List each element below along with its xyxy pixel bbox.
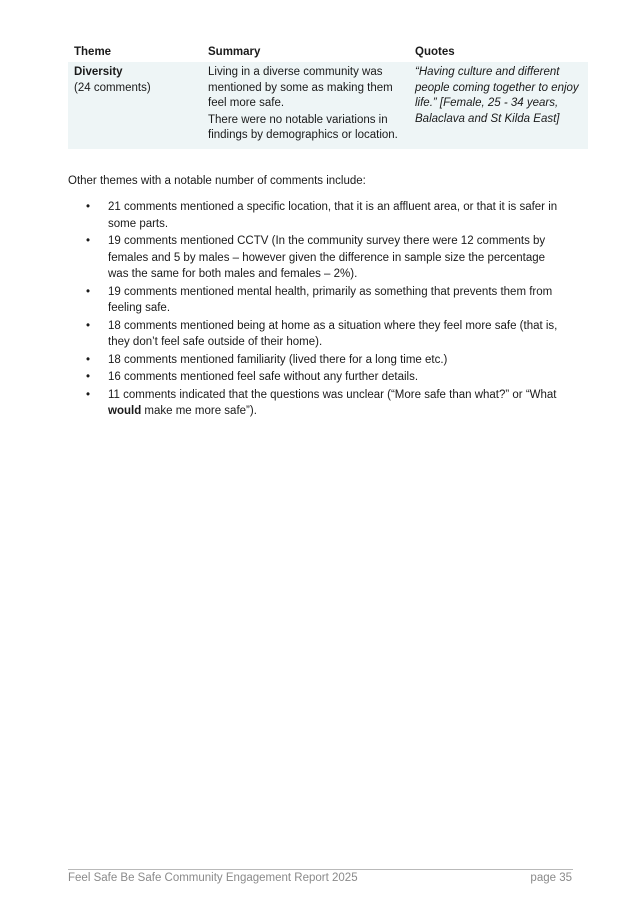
list-item-text-post: make me more safe”). — [141, 405, 257, 417]
list-item-text: 16 comments mentioned feel safe without any further details. — [108, 371, 419, 383]
list-item — [68, 387, 568, 420]
list-item-text: 21 comments mentioned a specific location, that it is an affluent area, or that it is safer in some parts. — [108, 201, 558, 230]
page-number: page 35 — [530, 872, 572, 884]
list-item-text — [108, 389, 557, 418]
list-item — [68, 369, 568, 386]
theme-cell — [68, 65, 202, 145]
bullet-icon: • — [86, 235, 91, 247]
list-item-text: 18 comments mentioned being at home as a situation where they feel more safe (that is, they don’t feel safe outside of their home). — [108, 319, 558, 348]
list-item — [68, 233, 568, 283]
intro-text: Other themes with a notable number of comments include: — [68, 175, 366, 187]
themes-table — [68, 43, 588, 149]
header-quotes: Quotes — [415, 45, 455, 58]
summary-paragraph: Living in a diverse community was mentioned by some as making them feel more safe. — [208, 66, 393, 109]
emphasis-would: would — [108, 405, 142, 417]
list-item-text: 19 comments mentioned mental health, primarily as something that prevents them from feeling safe. — [108, 285, 553, 314]
list-item — [68, 199, 568, 232]
list-item — [68, 284, 568, 317]
bullet-icon: • — [86, 319, 91, 332]
theme-name: Diversity — [74, 66, 123, 78]
table-header — [68, 43, 588, 62]
bullet-icon: • — [86, 201, 91, 213]
quote-cell: “Having culture and different people coming together to enjoy life.” [Female, 25 - 34 years, Balaclava and St Kilda East] — [415, 66, 579, 125]
summary-paragraph: There were no notable variations in findings by demographics or location. — [208, 113, 398, 141]
list-item-text-pre: 11 comments indicated that the questions was unclear (“More safe than what?” or “What — [108, 388, 557, 401]
footer-title: Feel Safe Be Safe Community Engagement Report 2025 — [68, 872, 358, 884]
header-summary: Summary — [208, 45, 261, 58]
bullet-icon: • — [86, 285, 91, 298]
themes-list — [68, 199, 568, 421]
bullet-icon: • — [86, 353, 91, 366]
list-item — [68, 318, 568, 351]
theme-count: (24 comments) — [74, 81, 151, 94]
header-theme: Theme — [74, 45, 112, 58]
summary-cell — [202, 65, 409, 145]
bullet-icon: • — [86, 388, 91, 401]
bullet-icon: • — [86, 371, 91, 383]
footer-divider — [68, 869, 573, 870]
list-item — [68, 352, 568, 369]
table-row — [68, 62, 588, 149]
list-item-text: 19 comments mentioned CCTV (In the community survey there were 12 comments by females and 5 by males – however given the difference in sample size the percentage was the same for both males and females – 2%). — [108, 235, 546, 280]
list-item-text: 18 comments mentioned familiarity (lived there for a long time etc.) — [108, 353, 448, 366]
